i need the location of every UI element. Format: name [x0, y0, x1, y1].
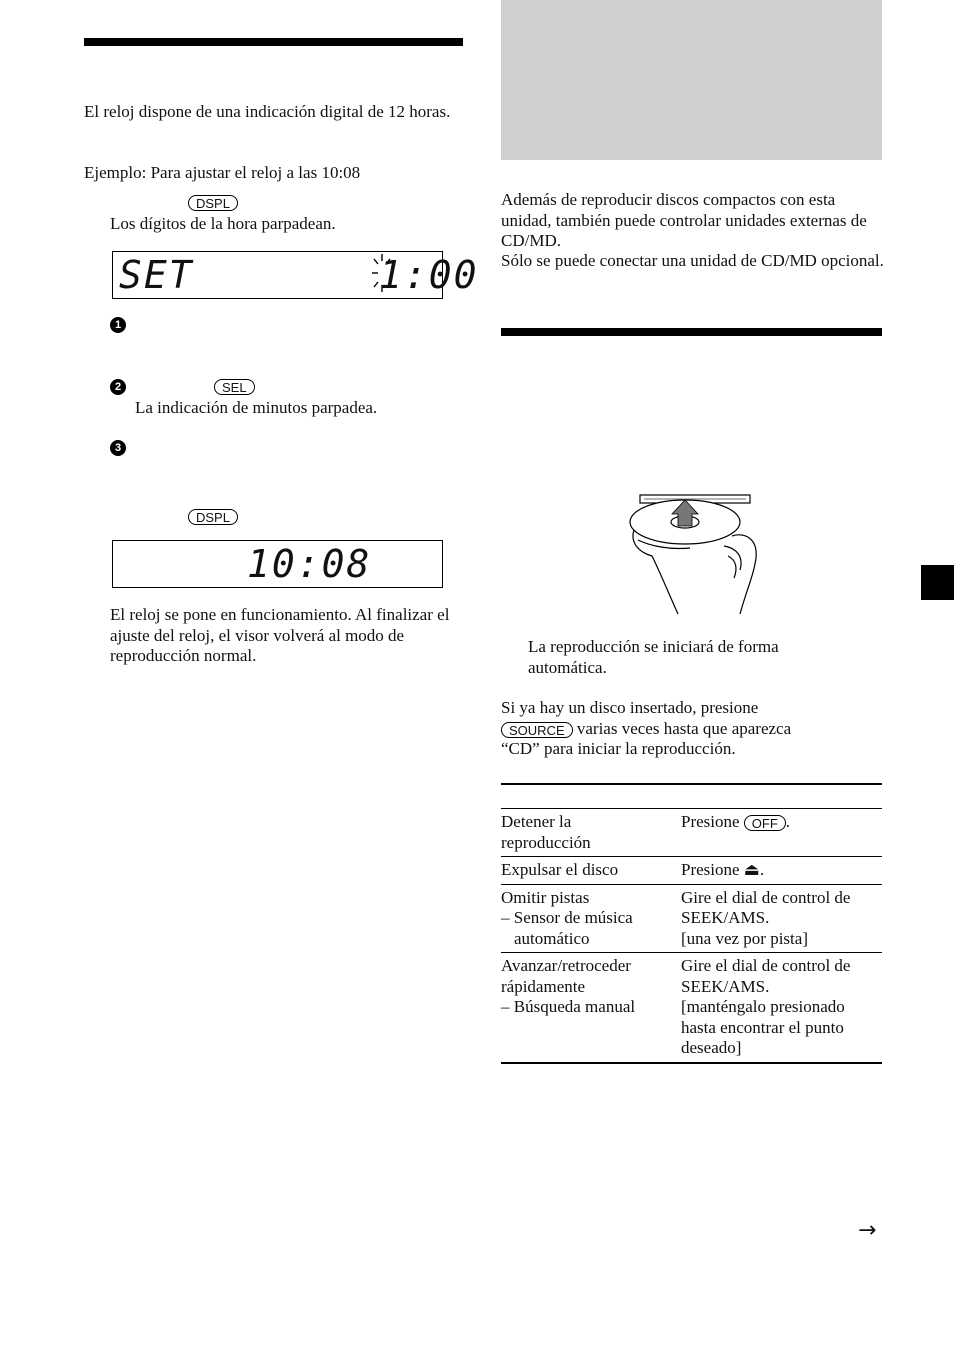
page-edge-tab — [921, 565, 954, 600]
cell-line: – Búsqueda manual — [501, 997, 636, 1016]
cell-line: [manténgalo presionado — [681, 997, 845, 1016]
table-row — [501, 857, 882, 885]
cell-line: automático — [514, 928, 590, 948]
lcd-time-set: 10:08 — [247, 542, 372, 586]
section-rule-right — [501, 328, 882, 336]
cell-line: Gire el dial de control de — [681, 956, 851, 975]
lcd-display-set — [112, 251, 479, 299]
section-rule-left — [84, 38, 463, 46]
cell-line: Presione — [681, 812, 740, 831]
minutes-blink-text: La indicación de minutos parpadea. — [135, 398, 378, 417]
table-cell-instruction — [681, 809, 882, 857]
table-cell-instruction — [681, 884, 882, 953]
inserted-line-3: “CD” para iniciar la reproducción. — [501, 739, 736, 758]
cell-line: Omitir pistas — [501, 887, 590, 907]
source-key[interactable]: SOURCE — [501, 722, 573, 738]
clock-start-text: El reloj se pone en funcionamiento. Al finalizar el ajuste del reloj, el visor volverá al modo de reproducción normal. — [110, 605, 450, 665]
dspl-key-2[interactable]: DSPL — [188, 509, 238, 525]
table-cell-instruction — [681, 953, 882, 1063]
disc-insert-illustration — [620, 492, 780, 622]
cell-line: Presione ⏏. — [681, 860, 765, 879]
inserted-line-2-text: varias veces hasta que aparezca — [576, 719, 792, 738]
cell-line: SEEK/AMS. — [681, 976, 770, 996]
table-row — [501, 809, 882, 857]
header-gray-box — [501, 0, 882, 160]
table-top-rule — [501, 783, 882, 785]
sel-key[interactable]: SEL — [214, 379, 255, 395]
table-cell-action — [501, 953, 681, 1063]
table-cell-action — [501, 809, 681, 857]
cell-line: reproducción — [501, 832, 591, 852]
cell-line: rápidamente — [501, 976, 586, 996]
table-cell-action — [501, 857, 681, 885]
cell-line: Gire el dial de control de — [681, 887, 851, 907]
inserted-line-1: Si ya hay un disco insertado, presione — [501, 698, 759, 717]
lcd-time-blinking: 1:00 — [379, 253, 479, 297]
cell-line: Detener la — [501, 812, 572, 831]
cd-note: Sólo se puede conectar una unidad de CD/MD opcional. — [501, 251, 884, 270]
off-key[interactable]: OFF — [744, 815, 786, 831]
step-3-icon: 3 — [110, 440, 126, 456]
clock-intro: El reloj dispone de una indicación digital de 12 horas. — [84, 102, 451, 121]
cell-line: deseado] — [681, 1038, 742, 1057]
cell-line: SEEK/AMS. — [681, 908, 770, 927]
table-cell-action — [501, 884, 681, 953]
inserted-line-2 — [501, 719, 791, 740]
auto-play-text: La reproducción se iniciará de forma automática. — [528, 637, 779, 677]
cell-line: Expulsar el disco — [501, 860, 619, 879]
table-cell-instruction — [681, 857, 882, 885]
cell-line: Avanzar/retroceder — [501, 956, 631, 975]
cd-intro: Además de reproducir discos compactos con esta unidad, también puede controlar unidades externas de CD/MD. — [501, 190, 867, 250]
cell-line: . — [785, 812, 791, 831]
lcd-set-label: SET — [119, 253, 194, 297]
cell-line: [una vez por pista] — [681, 928, 808, 948]
step-2-icon: 2 — [110, 379, 126, 395]
lcd-display-time — [112, 540, 443, 588]
continue-arrow-icon: → — [858, 1218, 877, 1243]
table-row — [501, 953, 882, 1063]
cell-line: – Sensor de música — [501, 908, 633, 927]
clock-example: Ejemplo: Para ajustar el reloj a las 10:08 — [84, 163, 361, 182]
operations-table — [501, 808, 882, 1064]
dspl-key[interactable]: DSPL — [188, 195, 238, 211]
digits-blink-text: Los dígitos de la hora parpadean. — [110, 214, 336, 233]
cell-line: hasta encontrar el punto — [681, 1017, 844, 1037]
table-row — [501, 884, 882, 953]
step-1-icon: 1 — [110, 317, 126, 333]
